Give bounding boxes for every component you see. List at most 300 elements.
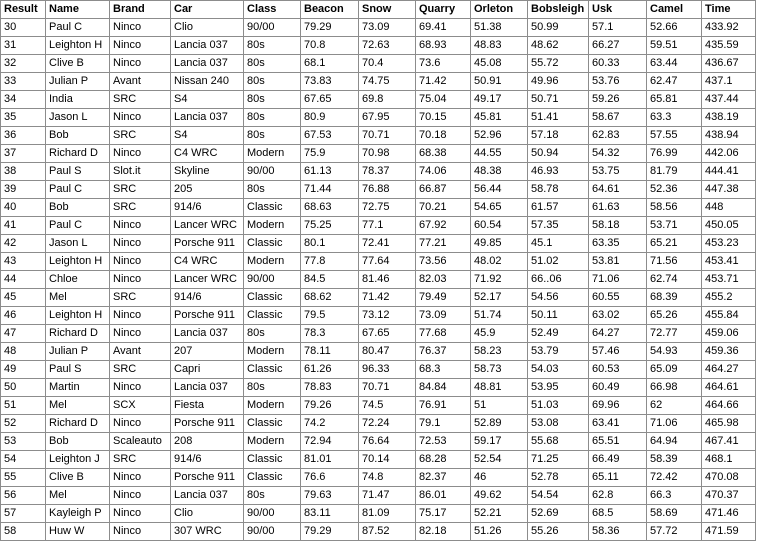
table-cell: 76.64 (359, 433, 416, 451)
table-cell: Classic (244, 289, 301, 307)
table-cell: 80s (244, 127, 301, 145)
table-cell: Richard D (46, 415, 110, 433)
table-cell: 78.11 (301, 343, 359, 361)
table-cell: 58.78 (528, 181, 589, 199)
table-cell: 73.09 (416, 307, 471, 325)
table-cell: 59.26 (589, 91, 647, 109)
table-cell: 80s (244, 37, 301, 55)
table-cell: 80s (244, 109, 301, 127)
table-cell: 58.23 (471, 343, 528, 361)
table-cell: Modern (244, 343, 301, 361)
table-cell: 471.59 (702, 523, 756, 541)
table-cell: 49.17 (471, 91, 528, 109)
table-cell: 48 (1, 343, 46, 361)
table-cell: 67.92 (416, 217, 471, 235)
table-cell: Lancer WRC (171, 271, 244, 289)
table-cell: Avant (110, 343, 171, 361)
table-cell: Leighton J (46, 451, 110, 469)
table-cell: Ninco (110, 469, 171, 487)
table-cell: Clio (171, 19, 244, 37)
table-cell: Classic (244, 199, 301, 217)
table-cell: 66..06 (528, 271, 589, 289)
table-cell: 73.83 (301, 73, 359, 91)
table-cell: 30 (1, 19, 46, 37)
table-cell: 90/00 (244, 163, 301, 181)
table-cell: 78.37 (359, 163, 416, 181)
table-cell: 54.54 (528, 487, 589, 505)
table-cell: Porsche 911 (171, 235, 244, 253)
table-cell: 70.21 (416, 199, 471, 217)
table-cell: Classic (244, 307, 301, 325)
table-row (1, 415, 756, 433)
table-cell: 438.19 (702, 109, 756, 127)
table-cell: Ninco (110, 55, 171, 73)
table-cell: 76.88 (359, 181, 416, 199)
table-cell: 71.06 (589, 271, 647, 289)
table-cell: 464.61 (702, 379, 756, 397)
table-cell: Ninco (110, 109, 171, 127)
table-cell: 79.29 (301, 523, 359, 541)
table-cell: 438.94 (702, 127, 756, 145)
table-cell: 63.02 (589, 307, 647, 325)
column-header: Beacon (301, 1, 359, 19)
table-row (1, 487, 756, 505)
table-cell: 76.99 (647, 145, 702, 163)
table-cell: 56.44 (471, 181, 528, 199)
table-cell: 63.44 (647, 55, 702, 73)
table-cell: 56 (1, 487, 46, 505)
table-cell: 81.46 (359, 271, 416, 289)
table-cell: 470.08 (702, 469, 756, 487)
table-cell: S4 (171, 127, 244, 145)
table-cell: 39 (1, 181, 46, 199)
table-cell: 62.47 (647, 73, 702, 91)
table-cell: 464.27 (702, 361, 756, 379)
table-cell: Ninco (110, 145, 171, 163)
table-cell: 52.89 (471, 415, 528, 433)
table-cell: SRC (110, 361, 171, 379)
table-cell: Julian P (46, 343, 110, 361)
table-cell: 51.03 (528, 397, 589, 415)
table-cell: 51.41 (528, 109, 589, 127)
table-cell: 69.41 (416, 19, 471, 37)
table-cell: Ninco (110, 325, 171, 343)
table-header (1, 1, 756, 19)
table-cell: 79.1 (416, 415, 471, 433)
table-cell: Classic (244, 451, 301, 469)
table-row (1, 289, 756, 307)
table-cell: Paul C (46, 217, 110, 235)
table-cell: 71.56 (647, 253, 702, 271)
table-cell: 65.81 (647, 91, 702, 109)
table-cell: 65.51 (589, 433, 647, 451)
table-cell: 65.26 (647, 307, 702, 325)
table-cell: 53.79 (528, 343, 589, 361)
table-cell: Ninco (110, 235, 171, 253)
table-cell: Modern (244, 217, 301, 235)
table-cell: 67.95 (359, 109, 416, 127)
table-cell: 72.41 (359, 235, 416, 253)
column-header: Usk (589, 1, 647, 19)
table-cell: 65.21 (647, 235, 702, 253)
table-cell: 57.72 (647, 523, 702, 541)
table-row (1, 199, 756, 217)
table-cell: Chloe (46, 271, 110, 289)
table-cell: 66.3 (647, 487, 702, 505)
table-row (1, 217, 756, 235)
table-cell: 470.37 (702, 487, 756, 505)
table-cell: India (46, 91, 110, 109)
table-cell: 46 (1, 307, 46, 325)
table-cell: Lancer WRC (171, 217, 244, 235)
table-cell: SRC (110, 199, 171, 217)
table-cell: Leighton H (46, 37, 110, 55)
table-cell: 48.83 (471, 37, 528, 55)
table-cell: Capri (171, 361, 244, 379)
table-cell: Slot.it (110, 163, 171, 181)
table-cell: 71.42 (359, 289, 416, 307)
table-cell: 71.42 (416, 73, 471, 91)
table-cell: 50.94 (528, 145, 589, 163)
table-cell: 58.56 (647, 199, 702, 217)
table-cell: 68.3 (416, 361, 471, 379)
table-cell: Ninco (110, 19, 171, 37)
table-cell: 444.41 (702, 163, 756, 181)
table-cell: 52 (1, 415, 46, 433)
table-cell: 74.8 (359, 469, 416, 487)
table-cell: 72.24 (359, 415, 416, 433)
table-cell: 84.84 (416, 379, 471, 397)
table-cell: Classic (244, 361, 301, 379)
table-cell: Mel (46, 397, 110, 415)
table-cell: 82.37 (416, 469, 471, 487)
table-cell: Richard D (46, 145, 110, 163)
table-cell: Skyline (171, 163, 244, 181)
table-cell: 453.71 (702, 271, 756, 289)
table-cell: 54.32 (589, 145, 647, 163)
table-cell: 75.04 (416, 91, 471, 109)
table-row (1, 469, 756, 487)
table-cell: 54.56 (528, 289, 589, 307)
table-cell: 40 (1, 199, 46, 217)
table-row (1, 451, 756, 469)
table-cell: 60.53 (589, 361, 647, 379)
table-cell: 71.92 (471, 271, 528, 289)
table-cell: 79.49 (416, 289, 471, 307)
table-cell: 75.9 (301, 145, 359, 163)
table-row (1, 397, 756, 415)
table-row (1, 181, 756, 199)
table-cell: 53.95 (528, 379, 589, 397)
table-cell: 80.9 (301, 109, 359, 127)
table-cell: 57 (1, 505, 46, 523)
table-cell: 73.56 (416, 253, 471, 271)
table-cell: 50.91 (471, 73, 528, 91)
table-cell: 70.18 (416, 127, 471, 145)
table-cell: Julian P (46, 73, 110, 91)
table-cell: 453.41 (702, 253, 756, 271)
table-cell: Bob (46, 127, 110, 145)
table-cell: 50.99 (528, 19, 589, 37)
table-cell: 87.52 (359, 523, 416, 541)
table-cell: 914/6 (171, 451, 244, 469)
table-cell: 54.93 (647, 343, 702, 361)
table-cell: 459.06 (702, 325, 756, 343)
table-cell: 63.3 (647, 109, 702, 127)
table-cell: 62.74 (647, 271, 702, 289)
table-cell: Ninco (110, 253, 171, 271)
table-cell: 48.02 (471, 253, 528, 271)
table-cell: Modern (244, 397, 301, 415)
table-cell: 70.98 (359, 145, 416, 163)
table-cell: 68.38 (416, 145, 471, 163)
table-cell: 66.27 (589, 37, 647, 55)
table-row (1, 109, 756, 127)
table-cell: 71.47 (359, 487, 416, 505)
table-cell: Lancia 037 (171, 379, 244, 397)
table-cell: C4 WRC (171, 253, 244, 271)
table-cell: Classic (244, 469, 301, 487)
table-cell: 72.94 (301, 433, 359, 451)
table-cell: Clive B (46, 469, 110, 487)
table-cell: 84.5 (301, 271, 359, 289)
table-cell: Leighton H (46, 253, 110, 271)
table-cell: Mel (46, 289, 110, 307)
table-cell: 45 (1, 289, 46, 307)
table-cell: 914/6 (171, 289, 244, 307)
table-cell: Ninco (110, 307, 171, 325)
table-cell: 53.71 (647, 217, 702, 235)
table-cell: Paul S (46, 163, 110, 181)
table-cell: 78.83 (301, 379, 359, 397)
table-cell: Lancia 037 (171, 109, 244, 127)
table-cell: 66.98 (647, 379, 702, 397)
table-cell: Huw W (46, 523, 110, 541)
table-cell: 76.37 (416, 343, 471, 361)
table-row (1, 505, 756, 523)
table-row (1, 73, 756, 91)
table-cell: 74.2 (301, 415, 359, 433)
table-cell: SRC (110, 127, 171, 145)
table-cell: Kayleigh P (46, 505, 110, 523)
table-cell: 447.38 (702, 181, 756, 199)
table-cell: 45.08 (471, 55, 528, 73)
table-cell: 80s (244, 325, 301, 343)
table-cell: 69.8 (359, 91, 416, 109)
table-cell: 80s (244, 73, 301, 91)
table-cell: 77.8 (301, 253, 359, 271)
table-cell: 80s (244, 55, 301, 73)
table-cell: Bob (46, 433, 110, 451)
table-cell: 70.4 (359, 55, 416, 73)
table-cell: Ninco (110, 505, 171, 523)
table-cell: 467.41 (702, 433, 756, 451)
table-cell: 48.81 (471, 379, 528, 397)
table-cell: 38 (1, 163, 46, 181)
table-cell: 51.74 (471, 307, 528, 325)
table-cell: SRC (110, 451, 171, 469)
table-cell: 47 (1, 325, 46, 343)
table-cell: Ninco (110, 217, 171, 235)
column-header: Time (702, 1, 756, 19)
table-cell: 82.18 (416, 523, 471, 541)
table-cell: 58.73 (471, 361, 528, 379)
table-cell: 80s (244, 487, 301, 505)
table-cell: 62.83 (589, 127, 647, 145)
table-cell: SRC (110, 91, 171, 109)
table-cell: 76.6 (301, 469, 359, 487)
table-cell: 433.92 (702, 19, 756, 37)
table-cell: Nissan 240 (171, 73, 244, 91)
table-cell: 49.96 (528, 73, 589, 91)
table-cell: 70.71 (359, 379, 416, 397)
table-cell: 77.64 (359, 253, 416, 271)
table-cell: 31 (1, 37, 46, 55)
table-cell: 62.8 (589, 487, 647, 505)
table-cell: 50 (1, 379, 46, 397)
table-cell: 71.06 (647, 415, 702, 433)
table-cell: 86.01 (416, 487, 471, 505)
table-cell: 70.8 (301, 37, 359, 55)
table-cell: Mel (46, 487, 110, 505)
table-cell: Ninco (110, 271, 171, 289)
table-cell: Ninco (110, 487, 171, 505)
table-cell: Richard D (46, 325, 110, 343)
table-cell: 82.03 (416, 271, 471, 289)
table-cell: 79.5 (301, 307, 359, 325)
table-cell: 90/00 (244, 505, 301, 523)
table-row (1, 307, 756, 325)
table-cell: 437.1 (702, 73, 756, 91)
table-cell: 435.59 (702, 37, 756, 55)
table-cell: 63.35 (589, 235, 647, 253)
table-cell: 59.51 (647, 37, 702, 55)
table-row (1, 19, 756, 37)
table-cell: Clio (171, 505, 244, 523)
table-row (1, 343, 756, 361)
table-cell: 45.9 (471, 325, 528, 343)
table-cell: 53.08 (528, 415, 589, 433)
table-cell: 52.54 (471, 451, 528, 469)
table-cell: 58.18 (589, 217, 647, 235)
column-header: Quarry (416, 1, 471, 19)
table-cell: C4 WRC (171, 145, 244, 163)
table-cell: 49.62 (471, 487, 528, 505)
table-cell: 72.63 (359, 37, 416, 55)
table-cell: Lancia 037 (171, 55, 244, 73)
table-cell: 58.69 (647, 505, 702, 523)
table-cell: Paul C (46, 19, 110, 37)
table-cell: 74.06 (416, 163, 471, 181)
table-cell: Ninco (110, 37, 171, 55)
table-cell: SRC (110, 289, 171, 307)
table-cell: Paul S (46, 361, 110, 379)
column-header: Name (46, 1, 110, 19)
table-cell: 53.76 (589, 73, 647, 91)
table-cell: Bob (46, 199, 110, 217)
table-row (1, 37, 756, 55)
table-cell: Jason L (46, 109, 110, 127)
table-cell: 50.11 (528, 307, 589, 325)
table-cell: Modern (244, 433, 301, 451)
table-cell: 55 (1, 469, 46, 487)
table-cell: 76.91 (416, 397, 471, 415)
table-cell: 205 (171, 181, 244, 199)
table-cell: SCX (110, 397, 171, 415)
table-cell: 61.13 (301, 163, 359, 181)
table-cell: 57.1 (589, 19, 647, 37)
table-cell: 79.63 (301, 487, 359, 505)
table-cell: 44 (1, 271, 46, 289)
table-cell: 48.62 (528, 37, 589, 55)
table-cell: 914/6 (171, 199, 244, 217)
column-header: Camel (647, 1, 702, 19)
table-row (1, 91, 756, 109)
column-header: Car (171, 1, 244, 19)
table-row (1, 325, 756, 343)
table-cell: 67.65 (359, 325, 416, 343)
table-cell: 77.68 (416, 325, 471, 343)
table-cell: 55.26 (528, 523, 589, 541)
table-cell: 71.44 (301, 181, 359, 199)
table-cell: 465.98 (702, 415, 756, 433)
table-cell: 459.36 (702, 343, 756, 361)
table-cell: 80.47 (359, 343, 416, 361)
table-cell: 448 (702, 199, 756, 217)
table-cell: 69.96 (589, 397, 647, 415)
table-cell: 66.49 (589, 451, 647, 469)
table-cell: Clive B (46, 55, 110, 73)
table-cell: 80s (244, 91, 301, 109)
table-cell: 34 (1, 91, 46, 109)
table-cell: 74.5 (359, 397, 416, 415)
table-cell: 50.71 (528, 91, 589, 109)
table-cell: 63.41 (589, 415, 647, 433)
table-cell: 58.67 (589, 109, 647, 127)
table-row (1, 55, 756, 73)
table-cell: 60.54 (471, 217, 528, 235)
table-cell: 33 (1, 73, 46, 91)
table-cell: Porsche 911 (171, 469, 244, 487)
table-cell: 74.75 (359, 73, 416, 91)
column-header: Bobsleigh (528, 1, 589, 19)
table-cell: 79.29 (301, 19, 359, 37)
table-cell: Porsche 911 (171, 415, 244, 433)
table-cell: 52.69 (528, 505, 589, 523)
table-cell: 72.75 (359, 199, 416, 217)
table-cell: 62 (647, 397, 702, 415)
table-cell: 90/00 (244, 271, 301, 289)
table-cell: 54.65 (471, 199, 528, 217)
table-cell: 66.87 (416, 181, 471, 199)
table-cell: 81.09 (359, 505, 416, 523)
table-cell: Lancia 037 (171, 37, 244, 55)
table-cell: 455.84 (702, 307, 756, 325)
table-cell: 49.85 (471, 235, 528, 253)
table-cell: 90/00 (244, 523, 301, 541)
table-cell: 60.33 (589, 55, 647, 73)
table-cell: Jason L (46, 235, 110, 253)
table-cell: Modern (244, 253, 301, 271)
table-cell: 64.61 (589, 181, 647, 199)
table-cell: S4 (171, 91, 244, 109)
header-row (1, 1, 756, 19)
table-cell: 52.21 (471, 505, 528, 523)
table-cell: 73.09 (359, 19, 416, 37)
table-cell: 48.38 (471, 163, 528, 181)
table-cell: 78.3 (301, 325, 359, 343)
table-cell: 437.44 (702, 91, 756, 109)
